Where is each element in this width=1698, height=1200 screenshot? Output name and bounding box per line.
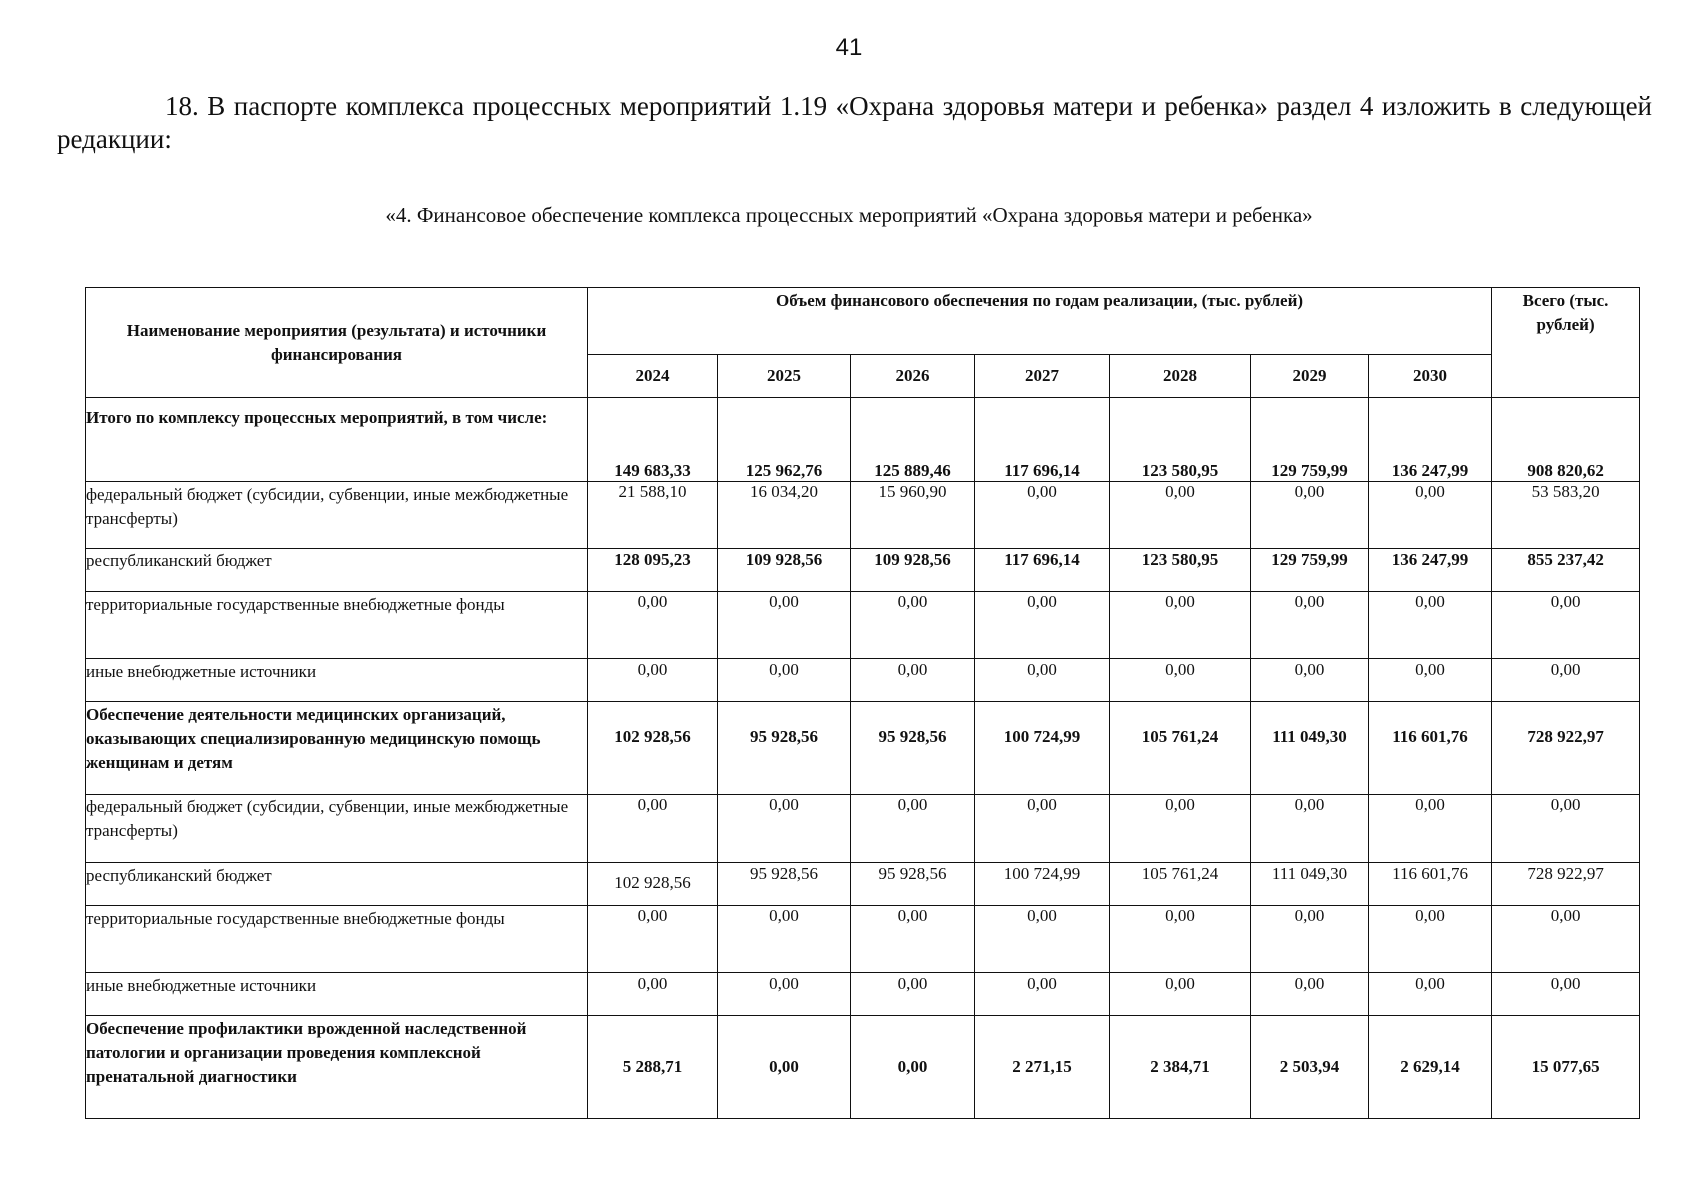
table-cell: 0,00 [975,659,1110,702]
table-cell: 0,00 [718,973,851,1016]
table-cell: 136 247,99 [1369,398,1492,482]
table-cell: 0,00 [975,973,1110,1016]
table-cell: 0,00 [718,795,851,863]
row-label: территориальные государственные внебюджетные фонды [86,906,588,973]
year-header: 2028 [1110,355,1251,398]
table-cell: 0,00 [1369,973,1492,1016]
table-cell: 0,00 [588,592,718,659]
table-cell: 111 049,30 [1251,702,1369,795]
year-header: 2025 [718,355,851,398]
row-label: иные внебюджетные источники [86,973,588,1016]
table-cell: 95 928,56 [851,702,975,795]
year-header: 2027 [975,355,1110,398]
table-row [86,398,1640,482]
table-cell: 125 889,46 [851,398,975,482]
row-label: Обеспечение деятельности медицинских организаций, оказывающих специализированную медицинскую помощь женщинам и детям [86,702,588,795]
row-label: федеральный бюджет (субсидии, субвенции, иные межбюджетные трансферты) [86,795,588,863]
table-cell: 0,00 [975,906,1110,973]
table-cell: 129 759,99 [1251,549,1369,592]
table-cell: 0,00 [851,795,975,863]
table-cell: 102 928,56 [588,702,718,795]
intro-paragraph: 18. В паспорте комплекса процессных мероприятий 1.19 «Охрана здоровья матери и ребенка» раздел 4 изложить в следующей редакции: [57,91,1652,154]
table-cell: 0,00 [1110,795,1251,863]
table-cell: 0,00 [975,592,1110,659]
page-number: 41 [835,34,863,61]
row-label: иные внебюджетные источники [86,659,588,702]
table-cell: 0,00 [1110,659,1251,702]
row-label: территориальные государственные внебюджетные фонды [86,592,588,659]
table-cell: 0,00 [1251,795,1369,863]
year-header: 2026 [851,355,975,398]
table-row [86,592,1640,659]
table-cell: 116 601,76 [1369,702,1492,795]
table-cell: 100 724,99 [975,863,1110,906]
table-cell: 728 922,97 [1492,702,1640,795]
table-cell: 105 761,24 [1110,863,1251,906]
table-cell: 0,00 [851,973,975,1016]
table-cell: 109 928,56 [851,549,975,592]
table-row [86,795,1640,863]
table-row [86,973,1640,1016]
table-cell: 0,00 [1492,659,1640,702]
table-cell: 0,00 [1492,973,1640,1016]
table-cell: 117 696,14 [975,549,1110,592]
table-cell: 0,00 [588,795,718,863]
table-cell: 95 928,56 [718,702,851,795]
table-cell: 0,00 [1492,592,1640,659]
table-cell: 0,00 [718,659,851,702]
table-cell: 0,00 [1110,482,1251,549]
table-cell: 53 583,20 [1492,482,1640,549]
table-row [86,482,1640,549]
table-cell: 0,00 [975,482,1110,549]
table-cell: 0,00 [1251,482,1369,549]
table-cell: 0,00 [588,659,718,702]
table-cell: 95 928,56 [718,863,851,906]
table-cell: 2 629,14 [1369,1016,1492,1119]
table-cell: 0,00 [1251,906,1369,973]
table-cell: 908 820,62 [1492,398,1640,482]
table-row [86,863,1640,906]
table-cell: 95 928,56 [851,863,975,906]
table-cell: 105 761,24 [1110,702,1251,795]
financing-table [85,287,1640,1119]
table-cell: 136 247,99 [1369,549,1492,592]
row-label: федеральный бюджет (субсидии, субвенции, иные межбюджетные трансферты) [86,482,588,549]
table-cell: 2 271,15 [975,1016,1110,1119]
table-row [86,1016,1640,1119]
table-cell: 0,00 [1369,795,1492,863]
table-cell: 109 928,56 [718,549,851,592]
table-cell: 0,00 [1369,906,1492,973]
table-cell: 102 928,56 [588,863,718,906]
table-cell: 0,00 [1251,973,1369,1016]
table-cell: 2 384,71 [1110,1016,1251,1119]
table-cell: 123 580,95 [1110,549,1251,592]
table-cell: 15 077,65 [1492,1016,1640,1119]
section-heading: «4. Финансовое обеспечение комплекса процессных мероприятий «Охрана здоровья матери и ребенка» [385,203,1313,227]
row-label: республиканский бюджет [86,863,588,906]
table-cell: 149 683,33 [588,398,718,482]
table-cell: 0,00 [1492,795,1640,863]
table-cell: 116 601,76 [1369,863,1492,906]
table-cell: 21 588,10 [588,482,718,549]
table-cell: 0,00 [1369,482,1492,549]
table-cell: 2 503,94 [1251,1016,1369,1119]
table-row [86,702,1640,795]
header-name: Наименование мероприятия (результата) и источники финансирования [86,288,588,398]
table-cell: 0,00 [851,659,975,702]
table-cell: 0,00 [1251,659,1369,702]
table-cell: 0,00 [1110,906,1251,973]
table-cell: 0,00 [588,906,718,973]
table-cell: 0,00 [1492,906,1640,973]
table-row [86,549,1640,592]
year-header: 2030 [1369,355,1492,398]
row-label: Итого по комплексу процессных мероприятий, в том числе: [86,398,588,482]
table-cell: 0,00 [851,1016,975,1119]
table-cell: 0,00 [1369,659,1492,702]
table-cell: 125 962,76 [718,398,851,482]
table-cell: 0,00 [851,592,975,659]
table-cell: 5 288,71 [588,1016,718,1119]
table-cell: 0,00 [851,906,975,973]
table-cell: 117 696,14 [975,398,1110,482]
table-cell: 855 237,42 [1492,549,1640,592]
table-cell: 0,00 [588,973,718,1016]
table-row [86,906,1640,973]
header-volume: Объем финансового обеспечения по годам реализации, (тыс. рублей) [588,288,1492,355]
header-total: Всего (тыс. рублей) [1492,288,1640,398]
table-cell: 0,00 [1369,592,1492,659]
table-cell: 0,00 [718,592,851,659]
row-label: республиканский бюджет [86,549,588,592]
table-cell: 0,00 [1110,592,1251,659]
table-cell: 0,00 [718,1016,851,1119]
table-cell: 728 922,97 [1492,863,1640,906]
table-cell: 0,00 [975,795,1110,863]
year-header: 2024 [588,355,718,398]
table-row [86,659,1640,702]
year-header: 2029 [1251,355,1369,398]
table-cell: 0,00 [1251,592,1369,659]
table-cell: 15 960,90 [851,482,975,549]
table-cell: 111 049,30 [1251,863,1369,906]
table-cell: 100 724,99 [975,702,1110,795]
table-cell: 128 095,23 [588,549,718,592]
table-cell: 0,00 [1110,973,1251,1016]
table-cell: 0,00 [718,906,851,973]
row-label: Обеспечение профилактики врожденной наследственной патологии и организации проведения комплексной пренатальной диагностики [86,1016,588,1119]
table-cell: 16 034,20 [718,482,851,549]
table-cell: 129 759,99 [1251,398,1369,482]
table-cell: 123 580,95 [1110,398,1251,482]
